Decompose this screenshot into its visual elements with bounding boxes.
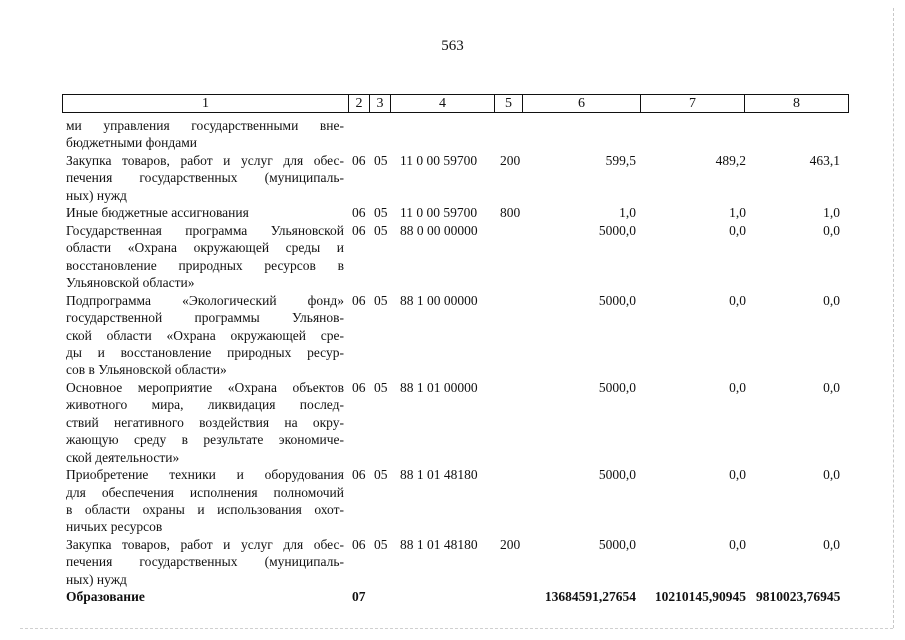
description-line: сов в Ульяновской области»: [66, 362, 227, 378]
description-line: Образование: [66, 589, 145, 605]
section-code: 06: [352, 467, 366, 483]
amount-col-6: 599,5: [605, 153, 636, 168]
description-line: Ульяновской области»: [66, 275, 195, 291]
description-line: печения государственных (муниципаль-: [66, 554, 344, 570]
description-line: Иные бюджетные ассигнования: [66, 205, 249, 221]
header-cell-2: 2: [349, 95, 370, 112]
amount-col-7: 0,0: [729, 537, 746, 552]
description-line: восстановление природных ресурсов в: [66, 257, 344, 273]
description-line: в области охраны и использования охот-: [66, 502, 344, 517]
description-line: ской деятельности»: [66, 449, 180, 465]
description-line: Государственная программа Ульяновской: [66, 223, 344, 238]
target-article-code: 88 1 00 00000: [400, 292, 478, 308]
section-code: 07: [352, 589, 366, 605]
target-article-code: 88 1 01 48180: [400, 467, 478, 483]
description-line: Основное мероприятие «Охрана объектов: [66, 380, 344, 395]
amount-col-7: 1,0: [729, 205, 746, 221]
amount-col-7: 0,0: [729, 467, 746, 483]
amount-col-6: 13684591,27654: [544, 589, 636, 605]
subsection-code: 05: [374, 292, 388, 308]
amount-col-8: 9810023,76945: [756, 589, 841, 605]
row-description: [66, 466, 344, 536]
amount-col-6: 5000,0: [598, 380, 636, 395]
amount-col-8: 0,0: [823, 223, 840, 238]
description-line: государственной программы Ульянов-: [66, 310, 344, 326]
description-line: ской области «Охрана окружающей сре-: [66, 327, 344, 343]
table-header-row: [62, 94, 849, 113]
section-code: 06: [352, 153, 366, 168]
target-article-code: 88 1 01 00000: [400, 380, 478, 395]
subsection-code: 05: [374, 205, 388, 221]
amount-col-8: 0,0: [823, 467, 840, 483]
amount-col-7: 10210145,90945: [654, 589, 746, 605]
amount-col-6: 5000,0: [598, 223, 636, 238]
subsection-code: 05: [374, 223, 388, 238]
description-line: ды и восстановление природных ресур-: [66, 345, 344, 361]
amount-col-8: 463,1: [809, 153, 840, 168]
amount-col-7: 0,0: [729, 292, 746, 308]
description-line: ми управления государственными вне-: [66, 118, 344, 133]
amount-col-7: 489,2: [715, 153, 746, 168]
description-line: ничьих ресурсов: [66, 519, 163, 535]
section-code: 06: [352, 205, 366, 221]
expense-type-code: 800: [500, 205, 521, 221]
section-code: 06: [352, 292, 366, 308]
description-line: бюджетными фондами: [66, 135, 197, 151]
description-line: Приобретение техники и оборудования: [66, 467, 344, 483]
target-article-code: 11 0 00 59700: [400, 205, 478, 221]
amount-col-8: 0,0: [823, 292, 840, 308]
expense-type-code: 200: [500, 537, 521, 552]
amount-col-6: 5000,0: [598, 537, 636, 552]
target-article-code: 88 0 00 00000: [400, 223, 478, 238]
amount-col-6: 5000,0: [598, 467, 636, 483]
header-cell-7: 7: [641, 95, 745, 112]
row-description: [66, 152, 344, 204]
row-description: [66, 117, 344, 152]
subsection-code: 05: [374, 380, 388, 395]
row-description: [66, 379, 344, 466]
target-article-code: 11 0 00 59700: [400, 153, 478, 168]
amount-col-8: 1,0: [823, 205, 840, 221]
description-line: жающую среду в результате экономиче-: [66, 432, 344, 448]
amount-col-7: 0,0: [729, 223, 746, 238]
subsection-code: 05: [374, 153, 388, 168]
amount-col-8: 0,0: [823, 537, 840, 552]
description-line: Закупка товаров, работ и услуг для обес-: [66, 537, 344, 552]
header-cell-3: 3: [370, 95, 391, 112]
description-line: ных) нужд: [66, 571, 127, 587]
scan-edge-right: [893, 8, 894, 628]
amount-col-7: 0,0: [729, 380, 746, 395]
target-article-code: 88 1 01 48180: [400, 537, 478, 552]
header-cell-8: 8: [793, 96, 800, 111]
scan-edge-bottom: [20, 628, 893, 629]
row-description: [66, 588, 344, 605]
section-code: 06: [352, 537, 366, 552]
description-line: ных) нужд: [66, 187, 127, 203]
page-number: 563: [441, 38, 464, 54]
row-description: [66, 536, 344, 588]
subsection-code: 05: [374, 467, 388, 483]
amount-col-6: 5000,0: [598, 292, 636, 308]
subsection-code: 05: [374, 537, 388, 552]
row-description: [66, 204, 344, 221]
header-cell-1: 1: [63, 95, 349, 112]
header-cell-5: 5: [495, 95, 523, 112]
row-description: [66, 292, 344, 379]
row-description: [66, 222, 344, 292]
header-cell-4: 4: [391, 95, 495, 112]
expense-type-code: 200: [500, 153, 521, 168]
description-line: ствий негативного воздействия на окру-: [66, 414, 344, 430]
section-code: 06: [352, 380, 366, 395]
description-line: животного мира, ликвидация послед-: [66, 397, 344, 413]
header-cell-6: 6: [523, 95, 641, 112]
amount-col-6: 1,0: [619, 205, 636, 221]
description-line: Закупка товаров, работ и услуг для обес-: [66, 153, 344, 168]
section-code: 06: [352, 223, 366, 238]
description-line: печения государственных (муниципаль-: [66, 170, 344, 186]
amount-col-8: 0,0: [823, 380, 840, 395]
description-line: для обеспечения исполнения полномочий: [66, 484, 344, 500]
description-line: области «Охрана окружающей среды и: [66, 240, 344, 256]
description-line: Подпрограмма «Экологический фонд»: [66, 292, 344, 308]
